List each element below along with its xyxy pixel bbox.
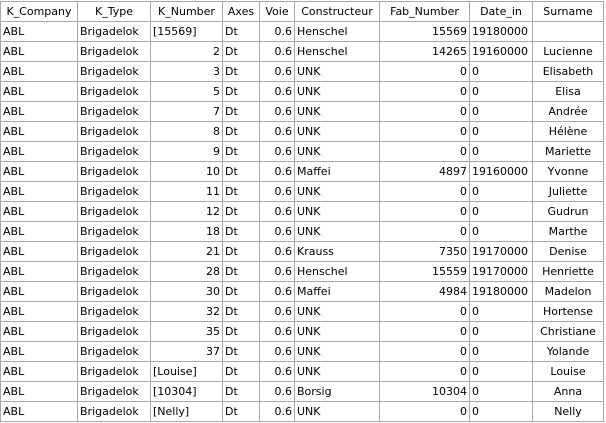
cell-axes[interactable]: Dt xyxy=(223,282,260,302)
cell-date-in[interactable]: 0 xyxy=(470,102,533,122)
cell-surname[interactable]: Andrée xyxy=(533,102,604,122)
cell-k-company[interactable]: ABL xyxy=(1,142,78,162)
cell-voie[interactable]: 0.6 xyxy=(260,122,295,142)
cell-date-in[interactable]: 19170000 xyxy=(470,242,533,262)
cell-k-number[interactable]: 30 xyxy=(151,282,223,302)
cell-fab-number[interactable]: 14265 xyxy=(380,42,470,62)
cell-constructeur[interactable]: UNK xyxy=(295,122,380,142)
cell-date-in[interactable]: 0 xyxy=(470,82,533,102)
col-header-axes[interactable]: Axes xyxy=(223,2,260,22)
cell-k-number[interactable]: 35 xyxy=(151,322,223,342)
table-row xyxy=(1,142,604,162)
cell-surname[interactable]: Christiane xyxy=(533,322,604,342)
cell-fab-number[interactable]: 10304 xyxy=(380,382,470,402)
cell-surname[interactable]: Juliette xyxy=(533,182,604,202)
cell-k-type[interactable]: Brigadelok xyxy=(78,122,151,142)
cell-date-in[interactable]: 0 xyxy=(470,382,533,402)
cell-voie[interactable]: 0.6 xyxy=(260,262,295,282)
cell-voie[interactable]: 0.6 xyxy=(260,182,295,202)
table-row xyxy=(1,222,604,242)
cell-k-company[interactable]: ABL xyxy=(1,382,78,402)
cell-surname[interactable]: Hortense xyxy=(533,302,604,322)
cell-k-company[interactable]: ABL xyxy=(1,362,78,382)
cell-voie[interactable]: 0.6 xyxy=(260,362,295,382)
cell-k-number[interactable]: 7 xyxy=(151,102,223,122)
cell-constructeur[interactable]: UNK xyxy=(295,402,380,422)
cell-k-company[interactable]: ABL xyxy=(1,202,78,222)
cell-axes[interactable]: Dt xyxy=(223,322,260,342)
cell-fab-number[interactable]: 0 xyxy=(380,62,470,82)
cell-k-type[interactable]: Brigadelok xyxy=(78,82,151,102)
cell-axes[interactable]: Dt xyxy=(223,22,260,42)
cell-k-number[interactable]: 5 xyxy=(151,82,223,102)
cell-date-in[interactable]: 0 xyxy=(470,122,533,142)
cell-axes[interactable]: Dt xyxy=(223,62,260,82)
table-row xyxy=(1,82,604,102)
cell-k-number[interactable]: 21 xyxy=(151,242,223,262)
cell-k-number[interactable]: 2 xyxy=(151,42,223,62)
cell-constructeur[interactable]: Maffei xyxy=(295,282,380,302)
cell-surname[interactable]: Nelly xyxy=(533,402,604,422)
cell-k-company[interactable]: ABL xyxy=(1,342,78,362)
cell-k-number[interactable]: 8 xyxy=(151,122,223,142)
cell-axes[interactable]: Dt xyxy=(223,382,260,402)
cell-date-in[interactable]: 0 xyxy=(470,182,533,202)
cell-fab-number[interactable]: 15559 xyxy=(380,262,470,282)
cell-date-in[interactable]: 19170000 xyxy=(470,262,533,282)
cell-constructeur[interactable]: UNK xyxy=(295,182,380,202)
table-row xyxy=(1,102,604,122)
cell-voie[interactable]: 0.6 xyxy=(260,42,295,62)
cell-surname[interactable]: Elisa xyxy=(533,82,604,102)
cell-date-in[interactable]: 0 xyxy=(470,202,533,222)
cell-constructeur[interactable]: UNK xyxy=(295,62,380,82)
cell-voie[interactable]: 0.6 xyxy=(260,402,295,422)
cell-voie[interactable]: 0.6 xyxy=(260,342,295,362)
cell-axes[interactable]: Dt xyxy=(223,222,260,242)
cell-date-in[interactable]: 0 xyxy=(470,62,533,82)
locomotive-table xyxy=(0,1,604,422)
cell-voie[interactable]: 0.6 xyxy=(260,22,295,42)
cell-surname[interactable]: Louise xyxy=(533,362,604,382)
cell-date-in[interactable]: 19160000 xyxy=(470,162,533,182)
cell-date-in[interactable]: 0 xyxy=(470,322,533,342)
cell-constructeur[interactable]: UNK xyxy=(295,222,380,242)
cell-k-company[interactable]: ABL xyxy=(1,162,78,182)
cell-k-type[interactable]: Brigadelok xyxy=(78,42,151,62)
cell-fab-number[interactable]: 7350 xyxy=(380,242,470,262)
cell-k-company[interactable]: ABL xyxy=(1,402,78,422)
cell-date-in[interactable]: 0 xyxy=(470,302,533,322)
cell-surname[interactable]: Denise xyxy=(533,242,604,262)
cell-fab-number[interactable]: 0 xyxy=(380,202,470,222)
cell-k-number[interactable]: [Nelly] xyxy=(151,402,223,422)
cell-constructeur[interactable]: Henschel xyxy=(295,262,380,282)
cell-constructeur[interactable]: UNK xyxy=(295,362,380,382)
cell-k-number[interactable]: 28 xyxy=(151,262,223,282)
cell-axes[interactable]: Dt xyxy=(223,82,260,102)
cell-k-company[interactable]: ABL xyxy=(1,102,78,122)
cell-surname[interactable] xyxy=(533,22,604,42)
cell-axes[interactable]: Dt xyxy=(223,302,260,322)
cell-surname[interactable]: Mariette xyxy=(533,142,604,162)
table-row xyxy=(1,382,604,402)
cell-k-number[interactable]: 37 xyxy=(151,342,223,362)
cell-fab-number[interactable]: 0 xyxy=(380,362,470,382)
col-header-k-number[interactable]: K_Number xyxy=(151,2,223,22)
cell-fab-number[interactable]: 0 xyxy=(380,102,470,122)
cell-fab-number[interactable]: 0 xyxy=(380,82,470,102)
cell-axes[interactable]: Dt xyxy=(223,182,260,202)
col-header-k-type[interactable]: K_Type xyxy=(78,2,151,22)
cell-k-number[interactable]: 18 xyxy=(151,222,223,242)
cell-axes[interactable]: Dt xyxy=(223,262,260,282)
cell-voie[interactable]: 0.6 xyxy=(260,102,295,122)
col-header-surname[interactable]: Surname xyxy=(533,2,604,22)
cell-k-company[interactable]: ABL xyxy=(1,62,78,82)
col-header-voie[interactable]: Voie xyxy=(260,2,295,22)
cell-constructeur[interactable]: UNK xyxy=(295,102,380,122)
table-row xyxy=(1,242,604,262)
cell-axes[interactable]: Dt xyxy=(223,162,260,182)
cell-k-number[interactable]: 9 xyxy=(151,142,223,162)
cell-voie[interactable]: 0.6 xyxy=(260,82,295,102)
col-header-date-in[interactable]: Date_in xyxy=(470,2,533,22)
cell-voie[interactable]: 0.6 xyxy=(260,322,295,342)
cell-surname[interactable]: Marthe xyxy=(533,222,604,242)
cell-k-company[interactable]: ABL xyxy=(1,282,78,302)
cell-fab-number[interactable]: 4897 xyxy=(380,162,470,182)
cell-fab-number[interactable]: 0 xyxy=(380,122,470,142)
cell-surname[interactable]: Yolande xyxy=(533,342,604,362)
cell-k-company[interactable]: ABL xyxy=(1,182,78,202)
cell-k-type[interactable]: Brigadelok xyxy=(78,202,151,222)
cell-fab-number[interactable]: 15569 xyxy=(380,22,470,42)
col-header-constructeur[interactable]: Constructeur xyxy=(295,2,380,22)
table-row xyxy=(1,302,604,322)
col-header-k-company[interactable]: K_Company xyxy=(1,2,78,22)
cell-k-type[interactable]: Brigadelok xyxy=(78,242,151,262)
cell-constructeur[interactable]: Henschel xyxy=(295,22,380,42)
cell-fab-number[interactable]: 0 xyxy=(380,182,470,202)
cell-fab-number[interactable]: 0 xyxy=(380,402,470,422)
cell-constructeur[interactable]: UNK xyxy=(295,82,380,102)
cell-k-company[interactable]: ABL xyxy=(1,242,78,262)
cell-k-type[interactable]: Brigadelok xyxy=(78,102,151,122)
cell-k-number[interactable]: [15569] xyxy=(151,22,223,42)
cell-axes[interactable]: Dt xyxy=(223,122,260,142)
cell-fab-number[interactable]: 4984 xyxy=(380,282,470,302)
cell-date-in[interactable]: 0 xyxy=(470,222,533,242)
cell-k-number[interactable]: [Louise] xyxy=(151,362,223,382)
cell-k-type[interactable]: Brigadelok xyxy=(78,62,151,82)
table-row xyxy=(1,42,604,62)
cell-k-type[interactable]: Brigadelok xyxy=(78,282,151,302)
cell-voie[interactable]: 0.6 xyxy=(260,242,295,262)
cell-k-number[interactable]: 11 xyxy=(151,182,223,202)
cell-k-company[interactable]: ABL xyxy=(1,42,78,62)
cell-axes[interactable]: Dt xyxy=(223,42,260,62)
cell-k-type[interactable]: Brigadelok xyxy=(78,22,151,42)
table-row xyxy=(1,202,604,222)
cell-voie[interactable]: 0.6 xyxy=(260,302,295,322)
cell-axes[interactable]: Dt xyxy=(223,362,260,382)
cell-fab-number[interactable]: 0 xyxy=(380,302,470,322)
cell-constructeur[interactable]: Borsig xyxy=(295,382,380,402)
cell-constructeur[interactable]: UNK xyxy=(295,142,380,162)
cell-axes[interactable]: Dt xyxy=(223,242,260,262)
cell-axes[interactable]: Dt xyxy=(223,102,260,122)
col-header-fab-number[interactable]: Fab_Number xyxy=(380,2,470,22)
cell-surname[interactable]: Lucienne xyxy=(533,42,604,62)
cell-k-type[interactable]: Brigadelok xyxy=(78,402,151,422)
cell-axes[interactable]: Dt xyxy=(223,202,260,222)
cell-k-type[interactable]: Brigadelok xyxy=(78,182,151,202)
table-row xyxy=(1,362,604,382)
table-row xyxy=(1,402,604,422)
cell-constructeur[interactable]: UNK xyxy=(295,202,380,222)
cell-fab-number[interactable]: 0 xyxy=(380,222,470,242)
cell-date-in[interactable]: 0 xyxy=(470,362,533,382)
table-row xyxy=(1,262,604,282)
table-row xyxy=(1,122,604,142)
header-row xyxy=(1,2,604,22)
cell-k-type[interactable]: Brigadelok xyxy=(78,362,151,382)
cell-date-in[interactable]: 19180000 xyxy=(470,282,533,302)
cell-k-number[interactable]: [10304] xyxy=(151,382,223,402)
cell-voie[interactable]: 0.6 xyxy=(260,222,295,242)
cell-surname[interactable]: Yvonne xyxy=(533,162,604,182)
cell-fab-number[interactable]: 0 xyxy=(380,342,470,362)
cell-surname[interactable]: Gudrun xyxy=(533,202,604,222)
cell-k-type[interactable]: Brigadelok xyxy=(78,262,151,282)
cell-constructeur[interactable]: Krauss xyxy=(295,242,380,262)
cell-k-number[interactable]: 10 xyxy=(151,162,223,182)
cell-voie[interactable]: 0.6 xyxy=(260,282,295,302)
table-row xyxy=(1,22,604,42)
table-row xyxy=(1,182,604,202)
cell-k-company[interactable]: ABL xyxy=(1,302,78,322)
cell-surname[interactable]: Henriette xyxy=(533,262,604,282)
cell-constructeur[interactable]: UNK xyxy=(295,322,380,342)
cell-k-number[interactable]: 12 xyxy=(151,202,223,222)
cell-voie[interactable]: 0.6 xyxy=(260,142,295,162)
cell-constructeur[interactable]: Henschel xyxy=(295,42,380,62)
cell-k-type[interactable]: Brigadelok xyxy=(78,222,151,242)
cell-voie[interactable]: 0.6 xyxy=(260,62,295,82)
cell-k-type[interactable]: Brigadelok xyxy=(78,322,151,342)
cell-date-in[interactable]: 0 xyxy=(470,402,533,422)
cell-surname[interactable]: Madelon xyxy=(533,282,604,302)
cell-constructeur[interactable]: UNK xyxy=(295,302,380,322)
table-row xyxy=(1,342,604,362)
cell-k-company[interactable]: ABL xyxy=(1,222,78,242)
cell-axes[interactable]: Dt xyxy=(223,342,260,362)
cell-k-company[interactable]: ABL xyxy=(1,322,78,342)
cell-surname[interactable]: Anna xyxy=(533,382,604,402)
cell-date-in[interactable]: 0 xyxy=(470,342,533,362)
cell-date-in[interactable]: 19160000 xyxy=(470,42,533,62)
cell-k-number[interactable]: 32 xyxy=(151,302,223,322)
cell-constructeur[interactable]: UNK xyxy=(295,342,380,362)
table-row xyxy=(1,282,604,302)
cell-k-type[interactable]: Brigadelok xyxy=(78,302,151,322)
cell-fab-number[interactable]: 0 xyxy=(380,322,470,342)
cell-k-type[interactable]: Brigadelok xyxy=(78,162,151,182)
cell-constructeur[interactable]: Maffei xyxy=(295,162,380,182)
cell-k-type[interactable]: Brigadelok xyxy=(78,342,151,362)
cell-axes[interactable]: Dt xyxy=(223,402,260,422)
cell-fab-number[interactable]: 0 xyxy=(380,142,470,162)
cell-surname[interactable]: Hélène xyxy=(533,122,604,142)
cell-voie[interactable]: 0.6 xyxy=(260,162,295,182)
cell-k-number[interactable]: 3 xyxy=(151,62,223,82)
cell-k-company[interactable]: ABL xyxy=(1,262,78,282)
cell-k-company[interactable]: ABL xyxy=(1,122,78,142)
cell-k-type[interactable]: Brigadelok xyxy=(78,382,151,402)
cell-voie[interactable]: 0.6 xyxy=(260,202,295,222)
cell-surname[interactable]: Elisabeth xyxy=(533,62,604,82)
table-row xyxy=(1,62,604,82)
table-row xyxy=(1,322,604,342)
cell-voie[interactable]: 0.6 xyxy=(260,382,295,402)
cell-k-company[interactable]: ABL xyxy=(1,82,78,102)
cell-axes[interactable]: Dt xyxy=(223,142,260,162)
cell-date-in[interactable]: 19180000 xyxy=(470,22,533,42)
cell-date-in[interactable]: 0 xyxy=(470,142,533,162)
cell-k-company[interactable]: ABL xyxy=(1,22,78,42)
table-row xyxy=(1,162,604,182)
cell-k-type[interactable]: Brigadelok xyxy=(78,142,151,162)
